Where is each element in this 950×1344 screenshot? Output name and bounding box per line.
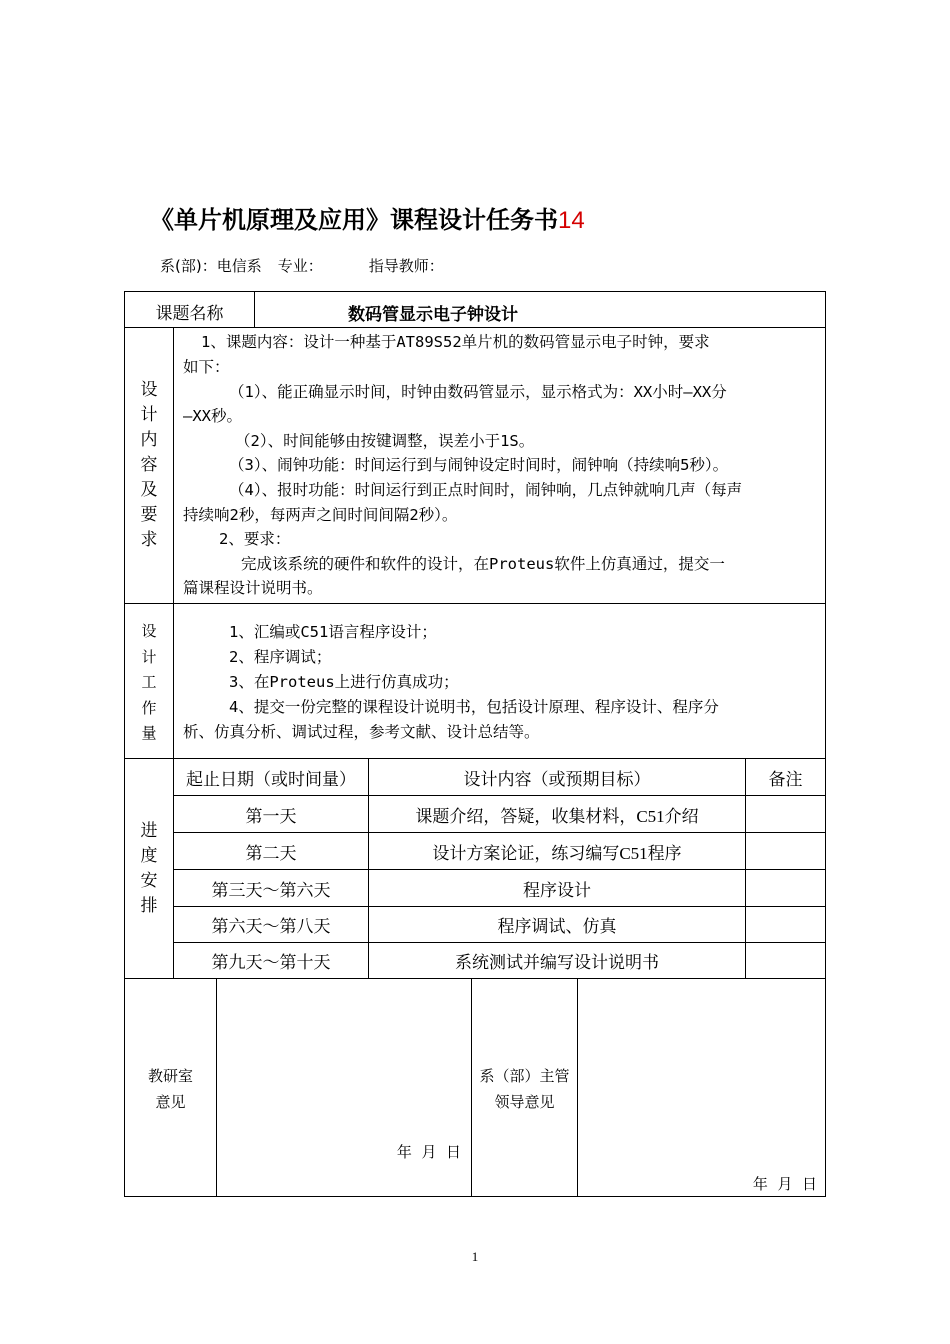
schedule-header-date: 起止日期（或时间量） [173, 758, 369, 796]
schedule-header-content: 设计内容（或预期目标） [368, 758, 746, 796]
dept-label-line2: 领导意见 [494, 1093, 555, 1111]
req-line-5: （2）、时间能够由按键调整，误差小于1S。 [235, 432, 535, 450]
requirements-label-char: 求 [140, 530, 158, 550]
office-label-cell [124, 978, 217, 1197]
dept-label-line1: 系（部）主管 [479, 1067, 570, 1085]
schedule-row-content: 程序设计 [368, 869, 746, 907]
work-line-2: 2、程序调试； [229, 648, 332, 666]
schedule-row-note [745, 795, 826, 833]
document-title [150, 200, 585, 235]
requirements-label-char: 计 [140, 405, 158, 425]
req-line-10: 完成该系统的硬件和软件的设计，在Proteus软件上仿真通过，提交一 [241, 555, 725, 573]
req-line-2: 如下： [183, 358, 230, 376]
schedule-row-content: 系统测试并编写设计说明书 [368, 942, 746, 979]
schedule-label-char: 安 [140, 871, 158, 891]
topic-label-cell [124, 291, 255, 328]
requirements-label-cell [124, 327, 174, 604]
req-line-9: 2、要求： [219, 530, 291, 548]
requirements-label [125, 378, 173, 553]
requirements-label-char: 设 [140, 380, 158, 400]
dept-opinion-cell [577, 978, 826, 1197]
req-line-7: （4）、报时功能：时间运行到正点时间时，闹钟响，几点钟就响几声（每声 [229, 481, 743, 499]
header-info [160, 255, 460, 276]
work-line-3: 3、在Proteus上进行仿真成功； [229, 673, 459, 691]
schedule-row-date: 第二天 [173, 832, 369, 870]
requirements-label-char: 内 [140, 430, 158, 450]
schedule-label-char: 排 [140, 896, 158, 916]
work-line-5: 析、仿真分析、调试过程，参考文献、设计总结等。 [183, 723, 540, 741]
req-line-4: —XX秒。 [183, 407, 242, 425]
topic-value-cell [254, 291, 826, 328]
office-label-line1: 教研室 [147, 1067, 193, 1085]
work-content-cell [173, 603, 826, 759]
work-label-char: 工 [141, 673, 157, 691]
schedule-row-note [745, 869, 826, 907]
requirements-label-char: 容 [140, 455, 158, 475]
requirements-label-char: 要 [140, 505, 158, 525]
schedule-row-content: 设计方案论证，练习编写C51程序 [368, 832, 746, 870]
schedule-row-content: 课题介绍，答疑，收集材料，C51介绍 [368, 795, 746, 833]
requirements-content-cell [173, 327, 826, 604]
work-line-4: 4、提交一份完整的课程设计说明书，包括设计原理、程序设计、程序分 [229, 698, 719, 716]
work-line-1: 1、汇编或C51语言程序设计； [229, 623, 437, 641]
schedule-row-date: 第一天 [173, 795, 369, 833]
schedule-row-note [745, 942, 826, 979]
work-label-cell [124, 603, 174, 759]
title-text: 《单片机原理及应用》课程设计任务书 [150, 206, 558, 234]
req-line-3: （1）、能正确显示时间，时钟由数码管显示，显示格式为：XX小时—XX分 [229, 383, 727, 401]
schedule-label-char: 进 [140, 821, 158, 841]
schedule-label [125, 819, 173, 919]
office-date: 年 月 日 [396, 1143, 461, 1161]
requirements-label-char: 及 [140, 480, 158, 500]
schedule-row-note [745, 906, 826, 943]
dept-label [472, 1063, 577, 1115]
schedule-row-date: 第三天～第六天 [173, 869, 369, 907]
major-label: 专业： [277, 257, 323, 275]
req-line-11: 篇课程设计说明书。 [183, 579, 323, 597]
dept-label-cell [471, 978, 578, 1197]
department-label: 系(部)：电信系 [160, 257, 262, 275]
title-number: 14 [558, 207, 585, 234]
work-label [125, 619, 173, 747]
dept-date: 年 月 日 [752, 1175, 817, 1193]
work-label-char: 量 [141, 724, 157, 742]
schedule-row-content: 程序调试、仿真 [368, 906, 746, 943]
schedule-label-char: 度 [140, 846, 158, 866]
req-line-1: 1、课题内容：设计一种基于AT89S52单片机的数码管显示电子时钟，要求 [201, 333, 710, 351]
work-label-char: 计 [141, 647, 157, 666]
office-label-line2: 意见 [155, 1093, 186, 1111]
schedule-row-date: 第九天～第十天 [173, 942, 369, 979]
schedule-label-cell [124, 758, 174, 979]
req-line-8: 持续响2秒，每两声之间时间间隔2秒）。 [183, 506, 458, 524]
schedule-row-date: 第六天～第八天 [173, 906, 369, 943]
office-label [125, 1063, 216, 1115]
work-label-char: 作 [141, 698, 157, 717]
topic-label: 课题名称 [155, 304, 224, 324]
topic-value: 数码管显示电子钟设计 [348, 305, 518, 325]
req-line-6: （3）、闹钟功能：时间运行到与闹钟设定时间时，闹钟响（持续响5秒）。 [229, 456, 729, 474]
schedule-header-note: 备注 [745, 758, 826, 796]
page-number: 1 [471, 1249, 479, 1264]
work-label-char: 设 [141, 622, 157, 640]
advisor-label: 指导教师： [368, 257, 444, 275]
schedule-row-note [745, 832, 826, 870]
office-opinion-cell [216, 978, 472, 1197]
